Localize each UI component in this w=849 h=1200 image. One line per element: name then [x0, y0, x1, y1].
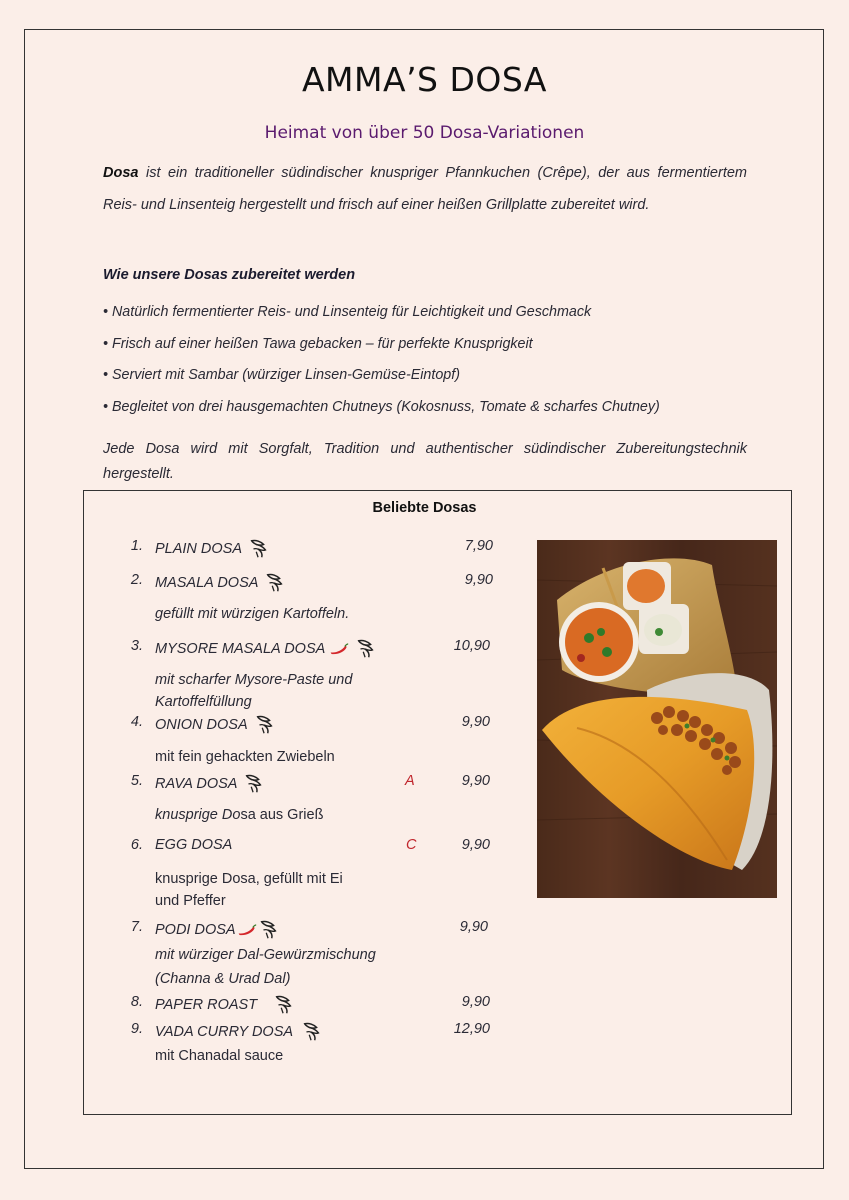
item-name: RAVA DOSA: [155, 775, 238, 792]
item-name: MYSORE MASALA DOSA: [155, 640, 326, 657]
item-number: 6.: [130, 837, 143, 853]
preparation-list: [103, 300, 660, 426]
item-name: PAPER ROAST: [155, 996, 258, 1013]
allergen-tag: C: [406, 837, 417, 853]
vegetarian-icon: [243, 773, 265, 795]
item-price: 9,90: [461, 994, 490, 1010]
item-price: 9,90: [464, 572, 493, 588]
item-number: 1.: [130, 538, 143, 554]
item-name: PLAIN DOSA: [155, 540, 243, 557]
item-name-wrap: [155, 714, 276, 736]
preparation-heading: Wie unsere Dosas zubereitet werden: [103, 267, 356, 283]
item-price: 9,90: [459, 919, 488, 935]
chili-icon: [329, 643, 349, 655]
menu-heading: Beliebte Dosas: [372, 500, 477, 516]
item-price: 10,90: [453, 638, 490, 654]
item-price: 12,90: [453, 1021, 490, 1037]
item-price: 7,90: [464, 538, 493, 554]
preparation-bullet: • Begleitet von drei hausgemachten Chutneys (Kokosnuss, Tomate & scharfes Chutney): [103, 398, 660, 415]
item-name: EGG DOSA: [155, 837, 233, 853]
vegetarian-icon: [301, 1021, 323, 1043]
preparation-bullet: • Frisch auf einer heißen Tawa gebacken – für perfekte Knusprigkeit: [103, 335, 533, 352]
item-description: mit fein gehackten Zwiebeln: [155, 749, 335, 765]
intro-lead: Dosa: [103, 165, 139, 181]
item-name: PODI DOSA: [155, 921, 236, 938]
item-description-part: sa aus Grieß: [240, 807, 324, 823]
item-description: mit scharfer Mysore-Paste und Kartoffelfüllung: [155, 672, 353, 710]
dosa-photo: [537, 540, 777, 898]
item-description-part: knusprige Do: [155, 807, 241, 823]
chili-icon: [237, 924, 257, 936]
item-number: 4.: [130, 714, 143, 730]
intro-paragraph: [103, 158, 747, 221]
item-name-wrap: [155, 1021, 323, 1043]
item-description: knusprige Dosa, gefüllt mit Ei und Pfeffer: [155, 871, 343, 909]
closing-paragraph: Jede Dosa wird mit Sorgfalt, Tradition und authentischer südindischer Zubereitungstechnik hergestellt.: [103, 441, 747, 482]
allergen-tag: A: [405, 773, 415, 789]
vegetarian-icon: [258, 919, 280, 941]
vegetarian-icon: [273, 994, 295, 1016]
item-description: mit Chanadal sauce: [155, 1048, 284, 1064]
vegetarian-icon: [248, 538, 270, 560]
item-number: 9.: [130, 1021, 143, 1037]
item-number: 8.: [130, 994, 143, 1010]
preparation-bullet: • Serviert mit Sambar (würziger Linsen-Gemüse-Eintopf): [103, 367, 460, 383]
item-name-wrap: [155, 994, 295, 1016]
item-name-wrap: [155, 572, 286, 594]
item-price: 9,90: [461, 773, 490, 789]
item-description: [155, 804, 415, 826]
item-number: 2.: [130, 572, 143, 588]
vegetarian-icon: [264, 572, 286, 594]
item-name-wrap: [155, 773, 265, 795]
item-name-wrap: [155, 538, 270, 560]
page-title: AMMA’S DOSA: [301, 60, 548, 99]
item-name-wrap: [155, 919, 280, 941]
preparation-bullet: • Natürlich fermentierter Reis- und Linsenteig für Leichtigkeit und Geschmack: [103, 304, 592, 320]
item-number: 3.: [130, 638, 143, 654]
item-price: 9,90: [461, 714, 490, 730]
item-name-wrap: [155, 837, 232, 853]
item-name: VADA CURRY DOSA: [155, 1023, 294, 1040]
page-subtitle: Heimat von über 50 Dosa-Variationen: [264, 123, 585, 143]
item-name-wrap: [155, 638, 377, 660]
item-description: gefüllt mit würzigen Kartoffeln.: [155, 606, 350, 622]
vegetarian-icon: [355, 638, 377, 660]
intro-text: ist ein traditioneller südindischer knuspriger Pfannkuchen (Crêpe), der aus fermentiertem Reis- und Linsenteig hergestellt und frisch auf einer heißen Grillplatte zubereitet wird.: [103, 165, 747, 213]
item-name: MASALA DOSA: [155, 574, 259, 591]
item-number: 7.: [130, 919, 143, 935]
item-price: 9,90: [461, 837, 490, 853]
item-name: ONION DOSA: [155, 716, 248, 733]
item-description: mit würziger Dal-Gewürzmischung (Channa & Urad Dal): [155, 947, 376, 987]
item-number: 5.: [130, 773, 143, 789]
vegetarian-icon: [254, 714, 276, 736]
